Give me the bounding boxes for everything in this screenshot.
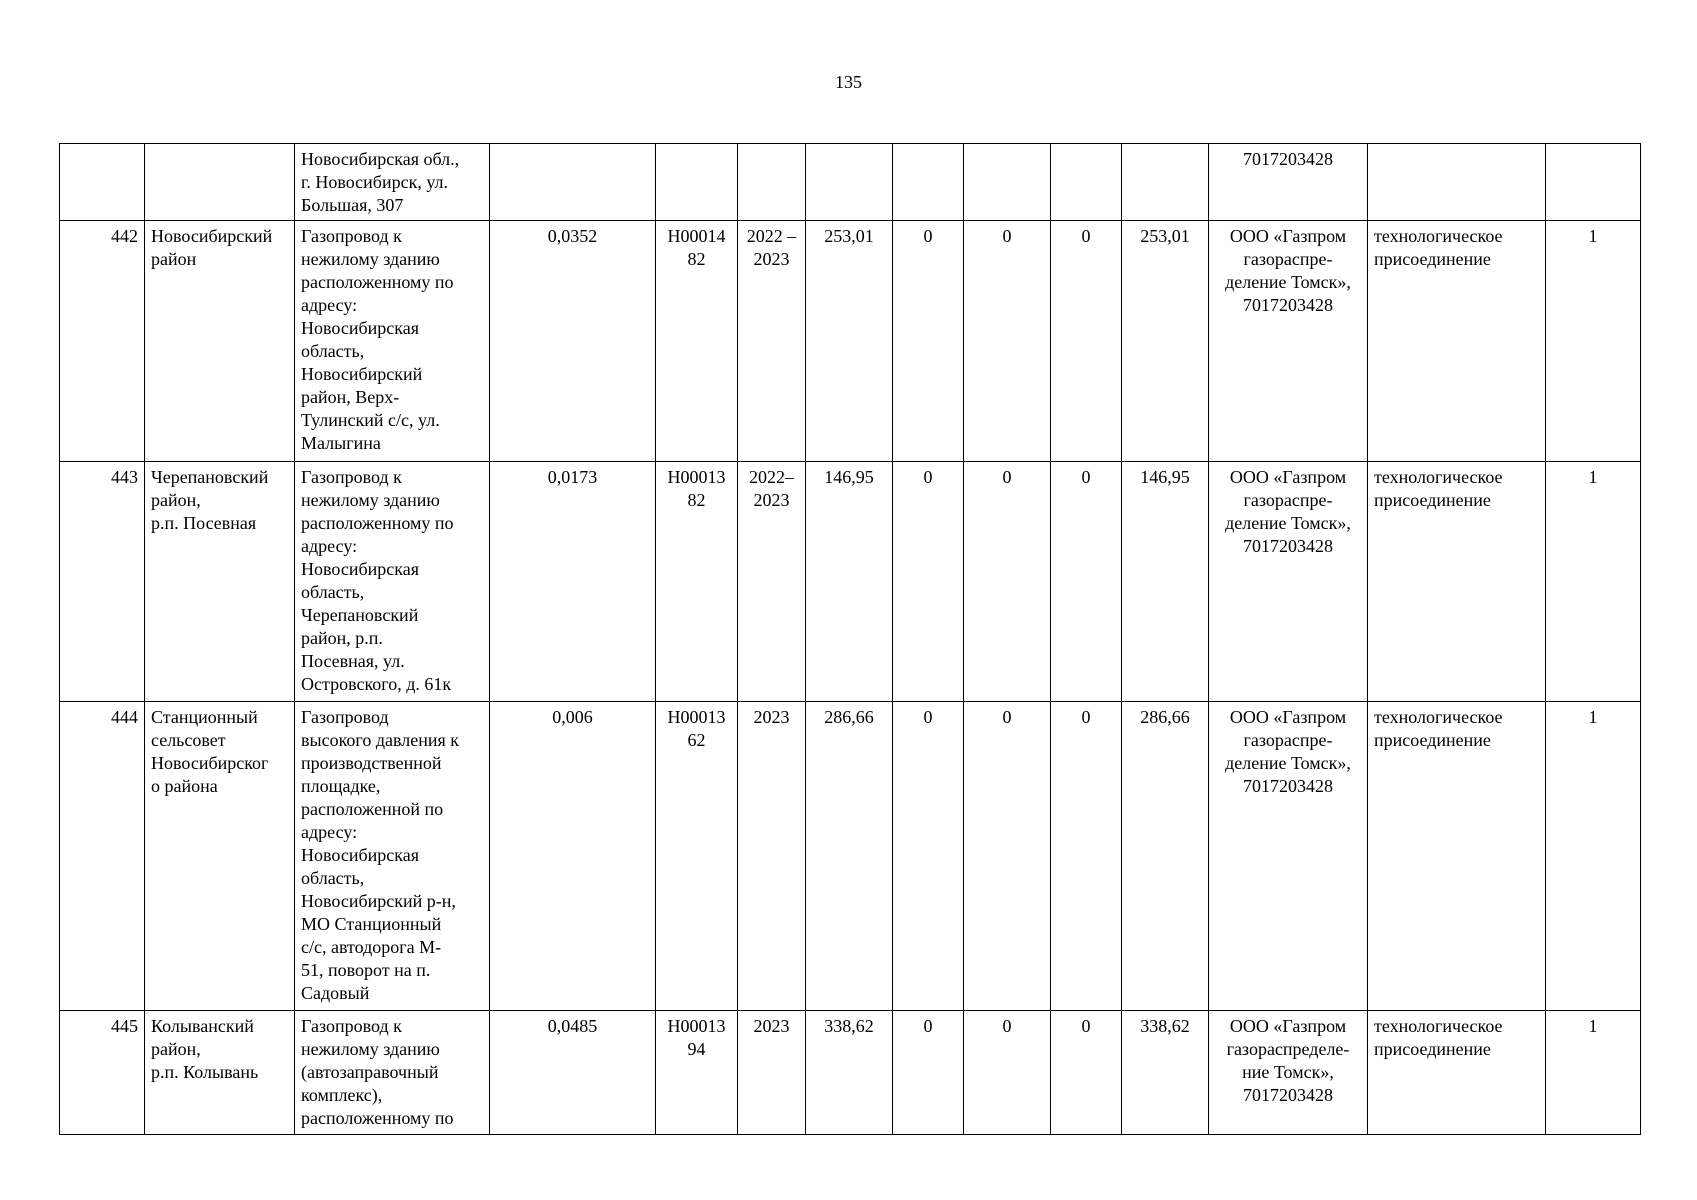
table-row [60,1011,1641,1135]
cell-value-4: 146,95 [1122,462,1209,702]
cell-owner: ООО «Газпром газораспределе- ние Томск», 7017203428 [1209,1011,1368,1135]
cell-years: 2023 [738,1011,806,1135]
cell-purpose: технологическое присоединение [1368,221,1546,462]
cell-capacity: 0,006 [490,702,656,1011]
cell-object: Газопровод к нежилому зданию (автозаправочный комплекс), расположенному по [295,1011,490,1135]
cell-value-1: 0 [893,221,964,462]
cell-district: Колыванский район, р.п. Колывань [145,1011,295,1135]
cell-value-1 [893,144,964,221]
cell-total: 253,01 [806,221,893,462]
cell-value-3: 0 [1051,221,1122,462]
cell-owner: ООО «Газпром газораспре- деление Томск», 7017203428 [1209,462,1368,702]
page-number: 135 [835,72,862,92]
cell-value-1: 0 [893,1011,964,1135]
cell-value-2: 0 [964,462,1051,702]
cell-code: Н00013 82 [656,462,738,702]
cell-value-4: 286,66 [1122,702,1209,1011]
cell-value-3: 0 [1051,702,1122,1011]
cell-code: Н00013 62 [656,702,738,1011]
cell-number: 443 [60,462,145,702]
cell-total: 286,66 [806,702,893,1011]
cell-capacity: 0,0352 [490,221,656,462]
cell-code [656,144,738,221]
cell-value-4: 338,62 [1122,1011,1209,1135]
cell-total: 338,62 [806,1011,893,1135]
cell-district: Новосибирский район [145,221,295,462]
cell-value-2: 0 [964,1011,1051,1135]
cell-total: 146,95 [806,462,893,702]
cell-purpose: технологическое присоединение [1368,462,1546,702]
cell-value-3 [1051,144,1122,221]
cell-number: 442 [60,221,145,462]
investment-table [59,143,1641,1135]
cell-value-4: 253,01 [1122,221,1209,462]
cell-number [60,144,145,221]
table-body [60,144,1641,1135]
cell-object: Газопровод к нежилому зданию расположенному по адресу: Новосибирская область, Черепановский район, р.п. Посевная, ул. Островского, д. 61к [295,462,490,702]
cell-years [738,144,806,221]
cell-object: Новосибирская обл., г. Новосибирск, ул. Большая, 307 [295,144,490,221]
cell-purpose: технологическое присоединение [1368,702,1546,1011]
cell-purpose [1368,144,1546,221]
cell-years: 2022– 2023 [738,462,806,702]
cell-district: Черепановский район, р.п. Посевная [145,462,295,702]
cell-value-2 [964,144,1051,221]
cell-code: Н00013 94 [656,1011,738,1135]
cell-years: 2023 [738,702,806,1011]
cell-quantity: 1 [1546,221,1641,462]
cell-total [806,144,893,221]
cell-district [145,144,295,221]
cell-object: Газопровод к нежилому зданию расположенному по адресу: Новосибирская область, Новосибирский район, Верх- Тулинский с/с, ул. Малыгина [295,221,490,462]
cell-value-2: 0 [964,221,1051,462]
cell-owner: ООО «Газпром газораспре- деление Томск», 7017203428 [1209,221,1368,462]
cell-capacity: 0,0173 [490,462,656,702]
cell-quantity: 1 [1546,702,1641,1011]
cell-purpose: технологическое присоединение [1368,1011,1546,1135]
table-row [60,221,1641,462]
cell-quantity: 1 [1546,462,1641,702]
cell-owner: ООО «Газпром газораспре- деление Томск», 7017203428 [1209,702,1368,1011]
table-row [60,702,1641,1011]
cell-value-4 [1122,144,1209,221]
cell-code: Н00014 82 [656,221,738,462]
cell-value-3: 0 [1051,1011,1122,1135]
cell-number: 445 [60,1011,145,1135]
cell-capacity: 0,0485 [490,1011,656,1135]
cell-value-3: 0 [1051,462,1122,702]
cell-quantity [1546,144,1641,221]
cell-quantity: 1 [1546,1011,1641,1135]
cell-capacity [490,144,656,221]
cell-owner: 7017203428 [1209,144,1368,221]
cell-value-1: 0 [893,702,964,1011]
cell-value-2: 0 [964,702,1051,1011]
cell-object: Газопровод высокого давления к производственной площадке, расположенной по адресу: Новосибирская область, Новосибирский р-н, МО Станционный с/с, автодорога М- 51, поворот на п. Садовый [295,702,490,1011]
cell-years: 2022 – 2023 [738,221,806,462]
table-row [60,144,1641,221]
cell-value-1: 0 [893,462,964,702]
table-row [60,462,1641,702]
cell-district: Станционный сельсовет Новосибирског о района [145,702,295,1011]
cell-number: 444 [60,702,145,1011]
